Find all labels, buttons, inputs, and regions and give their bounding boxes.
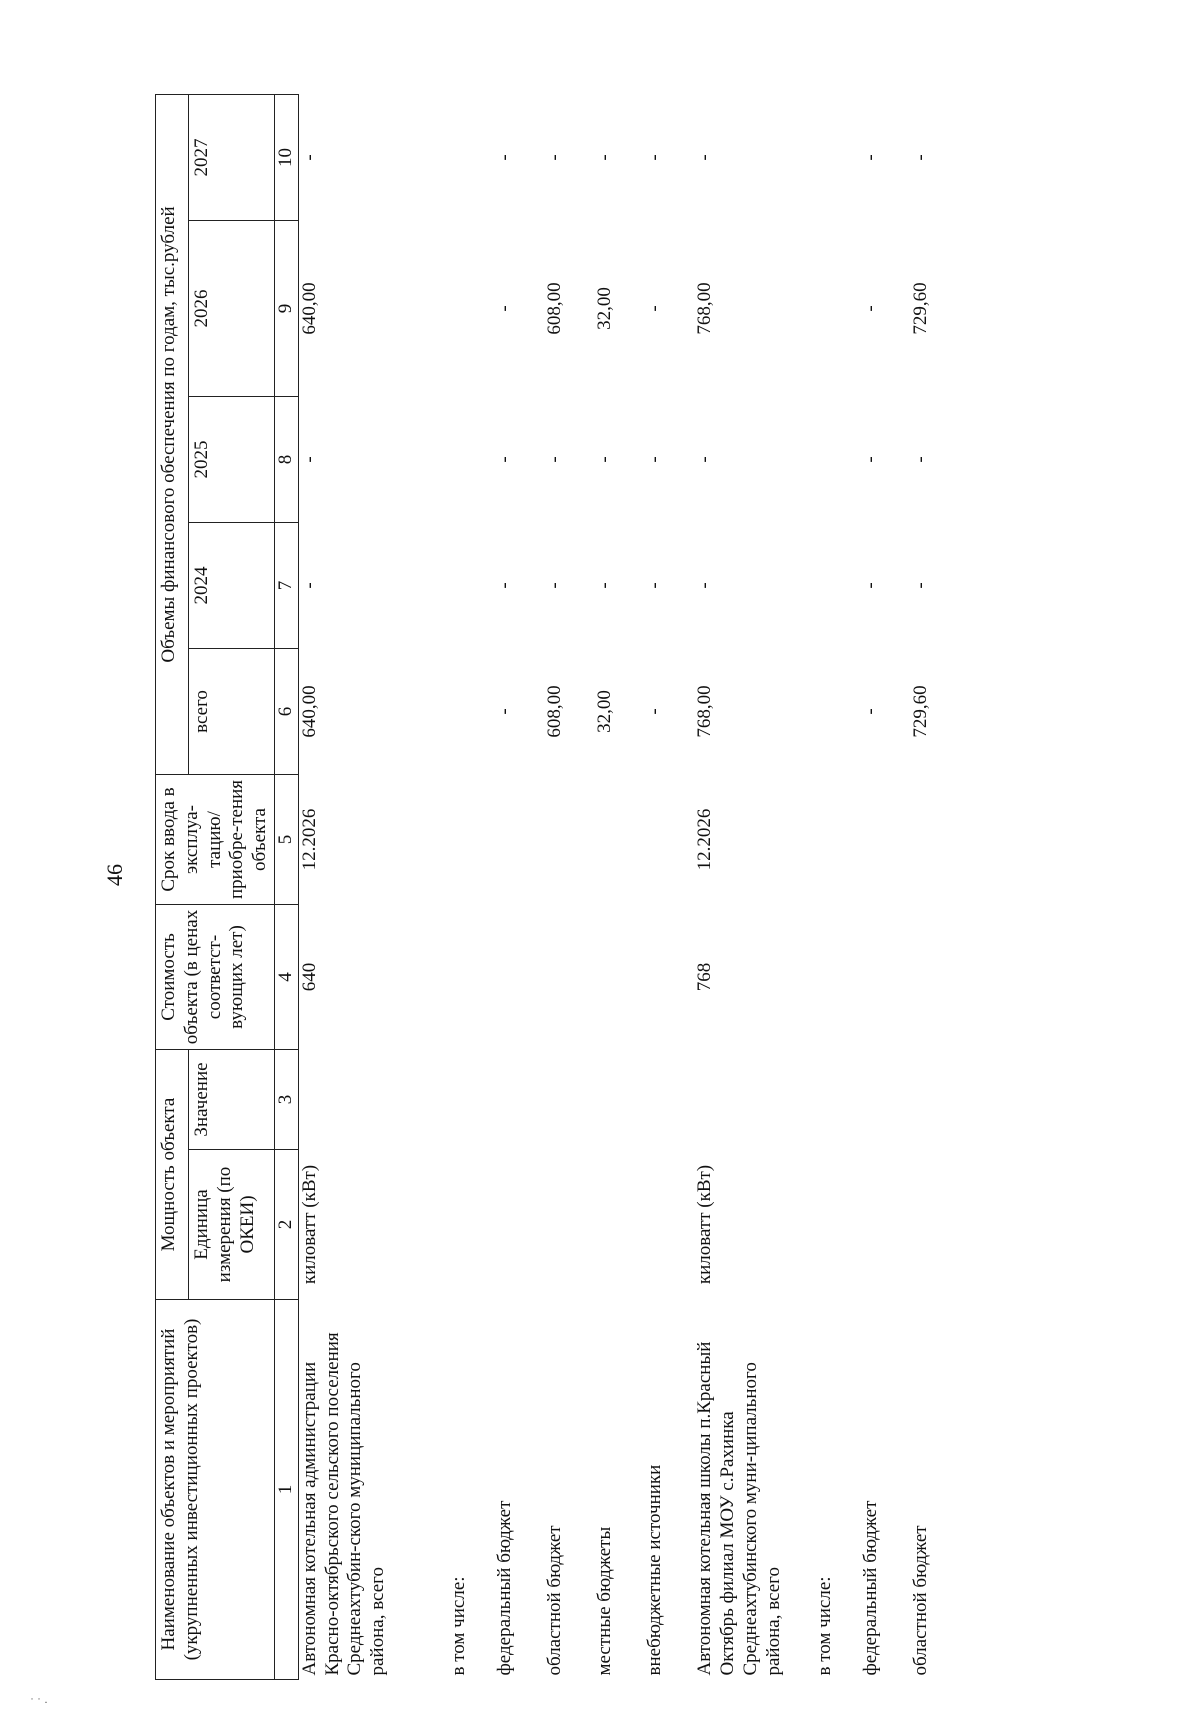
header-name: Наименование объектов и мероприятий (укрупненных инвестиционных проектов) [156, 1300, 275, 1680]
row-total: 640,00 [298, 685, 320, 738]
row-total [814, 649, 860, 775]
row-term: 12.2026 [298, 808, 320, 871]
row-2026 [814, 221, 860, 397]
table-row [494, 94, 544, 1679]
row-2024: - [594, 582, 616, 589]
row-total: 608,00 [544, 685, 566, 738]
row-2027: - [594, 154, 616, 161]
row-name: внебюджетные источники [644, 1464, 666, 1676]
row-2027: - [494, 154, 516, 161]
row-name: местные бюджеты [594, 1526, 616, 1676]
column-number: 1 [274, 1300, 298, 1680]
header-year-2024: 2024 [188, 523, 274, 649]
row-total: 729,60 [910, 685, 932, 738]
row-total: - [644, 708, 666, 715]
row-unit: киловатт (кВт) [298, 1164, 320, 1285]
row-unit [860, 1150, 910, 1300]
row-2024: - [544, 582, 566, 589]
row-value [644, 1050, 694, 1150]
row-value [544, 1050, 594, 1150]
row-value [448, 1050, 494, 1150]
table-row [694, 94, 814, 1679]
table-row [644, 94, 694, 1679]
row-term [644, 775, 694, 905]
row-unit: киловатт (кВт) [694, 1164, 716, 1285]
header-year-2027: 2027 [188, 94, 274, 220]
row-name: федеральный бюджет [494, 1500, 516, 1676]
row-2026: 768,00 [694, 282, 716, 335]
row-total: - [494, 708, 516, 715]
row-value [860, 1050, 910, 1150]
row-cost [644, 905, 694, 1050]
row-cost [448, 905, 494, 1050]
column-number: 6 [274, 649, 298, 775]
header-year-2025: 2025 [188, 397, 274, 523]
header-cost: Стоимость объекта (в ценах соответст-вующих лет) [156, 905, 275, 1050]
row-unit [814, 1150, 860, 1300]
row-term: 12.2026 [694, 808, 716, 871]
row-name: в том числе: [448, 1576, 470, 1676]
investment-projects-table [155, 94, 960, 1680]
row-2027 [814, 94, 860, 220]
row-2027: - [644, 154, 666, 161]
page-number: 46 [102, 864, 127, 886]
row-total: 768,00 [694, 685, 716, 738]
row-2027: - [298, 154, 320, 161]
row-term [544, 775, 594, 905]
column-number: 10 [274, 94, 298, 220]
row-unit [448, 1150, 494, 1300]
row-2025 [814, 397, 860, 523]
table-row [544, 94, 594, 1679]
row-cost [494, 905, 544, 1050]
row-name: Автономная котельная школы п.Красный Октябрь филиал МОУ с.Рахинка Среднеахтубинского муни-ципального района, всего [694, 1341, 784, 1676]
row-2024: - [644, 582, 666, 589]
row-value [694, 1050, 814, 1150]
row-2025: - [910, 456, 932, 463]
column-number: 9 [274, 221, 298, 397]
row-name: областной бюджет [910, 1525, 932, 1676]
rotated-table-container [155, 95, 1200, 1680]
row-unit [594, 1150, 644, 1300]
row-term [910, 775, 960, 905]
row-cost [860, 905, 910, 1050]
header-volumes: Объемы финансового обеспечения по годам, тыс.рублей [156, 94, 189, 774]
row-2027: - [694, 154, 716, 161]
row-term [814, 775, 860, 905]
row-2026: 608,00 [544, 282, 566, 335]
row-value [298, 1050, 448, 1150]
row-2024: - [910, 582, 932, 589]
row-term [494, 775, 544, 905]
header-value: Значение [188, 1050, 274, 1150]
row-cost [910, 905, 960, 1050]
header-year-2026: 2026 [188, 221, 274, 397]
row-total: 32,00 [594, 690, 616, 733]
header-power: Мощность объекта [156, 1050, 189, 1300]
row-2024 [448, 523, 494, 649]
row-2026: 640,00 [298, 282, 320, 335]
row-2025: - [694, 456, 716, 463]
row-2026: - [644, 305, 666, 312]
row-cost [814, 905, 860, 1050]
row-2027: - [910, 154, 932, 161]
table-row [448, 94, 494, 1679]
row-2025: - [494, 456, 516, 463]
column-number: 3 [274, 1050, 298, 1150]
column-number: 5 [274, 775, 298, 905]
row-2025: - [644, 456, 666, 463]
table-row [910, 94, 960, 1679]
header-term: Срок ввода в эксплуа-тацию/ приобре-тения объекта [156, 775, 275, 905]
row-2027: - [860, 154, 882, 161]
row-2024: - [860, 582, 882, 589]
row-2026 [448, 221, 494, 397]
header-total: всего [188, 649, 274, 775]
row-2025: - [544, 456, 566, 463]
row-name: областной бюджет [544, 1525, 566, 1676]
row-2026: 32,00 [594, 287, 616, 330]
row-2027 [448, 94, 494, 220]
row-2024: - [298, 582, 320, 589]
scan-edge-marks: ˙ ˙ · [30, 1695, 48, 1709]
column-number: 2 [274, 1150, 298, 1300]
row-cost: 768 [694, 962, 716, 992]
row-2025 [448, 397, 494, 523]
row-value [594, 1050, 644, 1150]
row-2025: - [860, 456, 882, 463]
row-unit [910, 1150, 960, 1300]
row-2025: - [594, 456, 616, 463]
row-total: - [860, 708, 882, 715]
row-unit [544, 1150, 594, 1300]
row-term [448, 775, 494, 905]
row-unit [644, 1150, 694, 1300]
table-row [298, 94, 448, 1679]
row-2024 [814, 523, 860, 649]
row-2026: 729,60 [910, 282, 932, 335]
row-value [494, 1050, 544, 1150]
row-name: Автономная котельная администрации Красно-октябрьского сельского поселения Среднеахтубин-ского муниципального района, всего [298, 1332, 389, 1676]
row-total [448, 649, 494, 775]
table-body [298, 94, 960, 1679]
row-2027: - [544, 154, 566, 161]
row-term [860, 775, 910, 905]
row-2024: - [494, 582, 516, 589]
row-cost: 640 [298, 962, 320, 992]
row-cost [544, 905, 594, 1050]
table-row [594, 94, 644, 1679]
row-2026: - [860, 305, 882, 312]
row-name: в том числе: [814, 1576, 836, 1676]
table-row [814, 94, 860, 1679]
table-header [156, 94, 299, 1679]
row-cost [594, 905, 644, 1050]
column-number: 8 [274, 397, 298, 523]
row-unit [494, 1150, 544, 1300]
column-number: 7 [274, 523, 298, 649]
header-unit: Единица измерения (по ОКЕИ) [188, 1150, 274, 1300]
row-2025: - [298, 456, 320, 463]
row-name: федеральный бюджет [860, 1500, 882, 1676]
row-2026: - [494, 305, 516, 312]
column-number: 4 [274, 905, 298, 1050]
row-term [594, 775, 644, 905]
row-value [910, 1050, 960, 1150]
row-value [814, 1050, 860, 1150]
table-row [860, 94, 910, 1679]
row-2024: - [694, 582, 716, 589]
